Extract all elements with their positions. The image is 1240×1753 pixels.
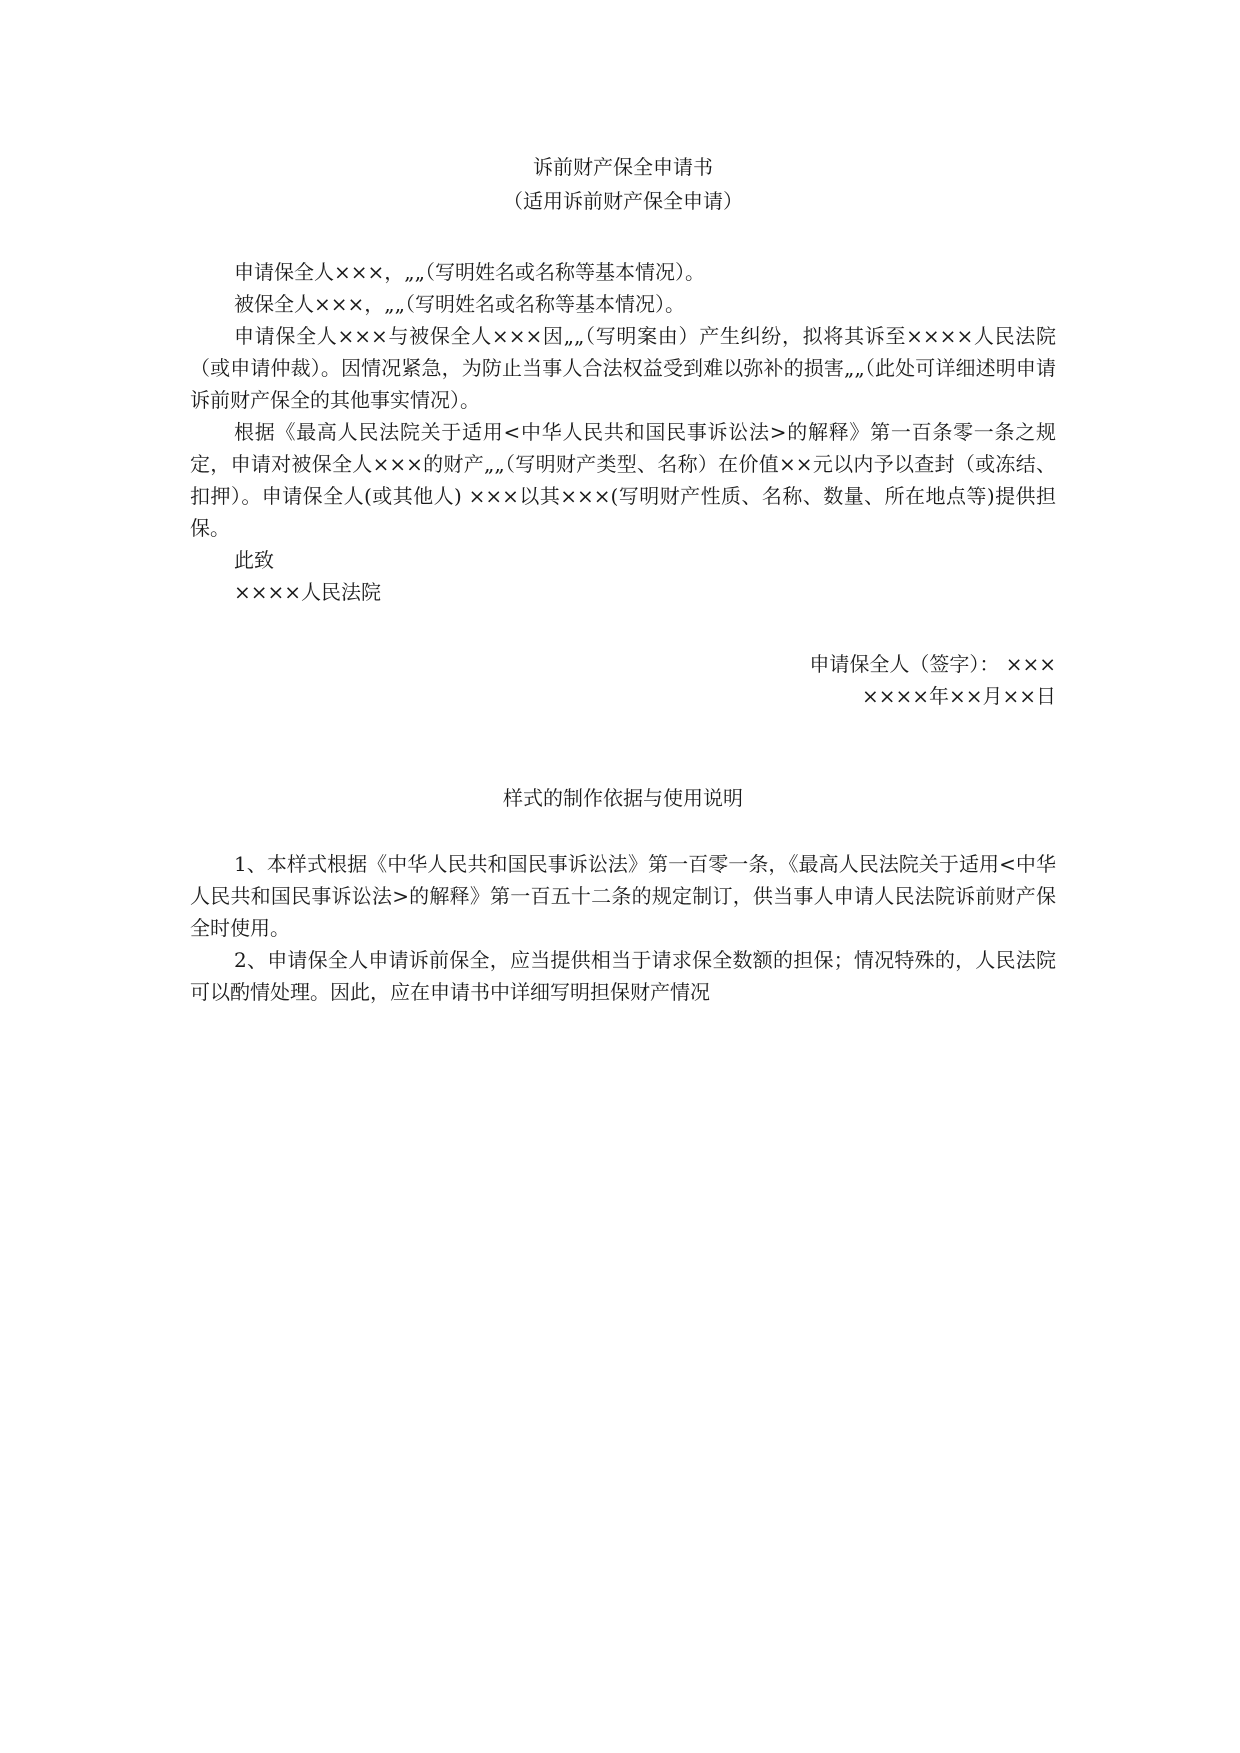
facts-paragraph: 申请保全人×××与被保全人×××因„„（写明案由）产生纠纷，拟将其诉至××××人民法院（或申请仲裁）。因情况紧急，为防止当事人合法权益受到难以弥补的损害„„（此处可详细述明申请诉前财产保全的其他事实情况）。 — [190, 324, 1056, 412]
signature-block — [190, 648, 1056, 712]
respondent-paragraph: 被保全人×××，„„（写明姓名或名称等基本情况）。 — [234, 292, 685, 316]
spacer — [190, 712, 1056, 782]
court-addressee: ××××人民法院 — [234, 580, 382, 604]
notes-item: 1、本样式根据《中华人民共和国民事诉讼法》第一百零一条，《最高人民法院关于适用<中华人民共和国民事诉讼法>的解释》第一百五十二条的规定制订，供当事人申请人民法院诉前财产保全时使用。 — [190, 852, 1056, 940]
spacer — [190, 608, 1056, 648]
document-page — [190, 150, 1056, 1008]
salutation: 此致 — [234, 548, 274, 572]
signer-line: 申请保全人（签字）： ××× — [809, 652, 1056, 676]
document-title: 诉前财产保全申请书 — [533, 155, 713, 179]
applicant-paragraph: 申请保全人×××，„„（写明姓名或名称等基本情况）。 — [234, 260, 705, 284]
date-line: ××××年××月××日 — [861, 684, 1056, 708]
spacer — [190, 814, 1056, 848]
document-subtitle: （适用诉前财产保全申请） — [503, 189, 743, 213]
legal-basis-paragraph: 根据《最高人民法院关于适用<中华人民共和国民事诉讼法>的解释》第一百条零一条之规定，申请对被保全人×××的财产„„（写明财产类型、名称）在价值××元以内予以查封（或冻结、扣押）。申请保全人(或其他人) ×××以其×××(写明财产性质、名称、数量、所在地点等)提供担保。 — [190, 420, 1056, 540]
notes-item: 2、申请保全人申请诉前保全，应当提供相当于请求保全数额的担保；情况特殊的，人民法院可以酌情处理。因此，应在申请书中详细写明担保财产情况 — [190, 948, 1056, 1004]
notes-title: 样式的制作依据与使用说明 — [503, 786, 743, 810]
spacer — [190, 218, 1056, 256]
